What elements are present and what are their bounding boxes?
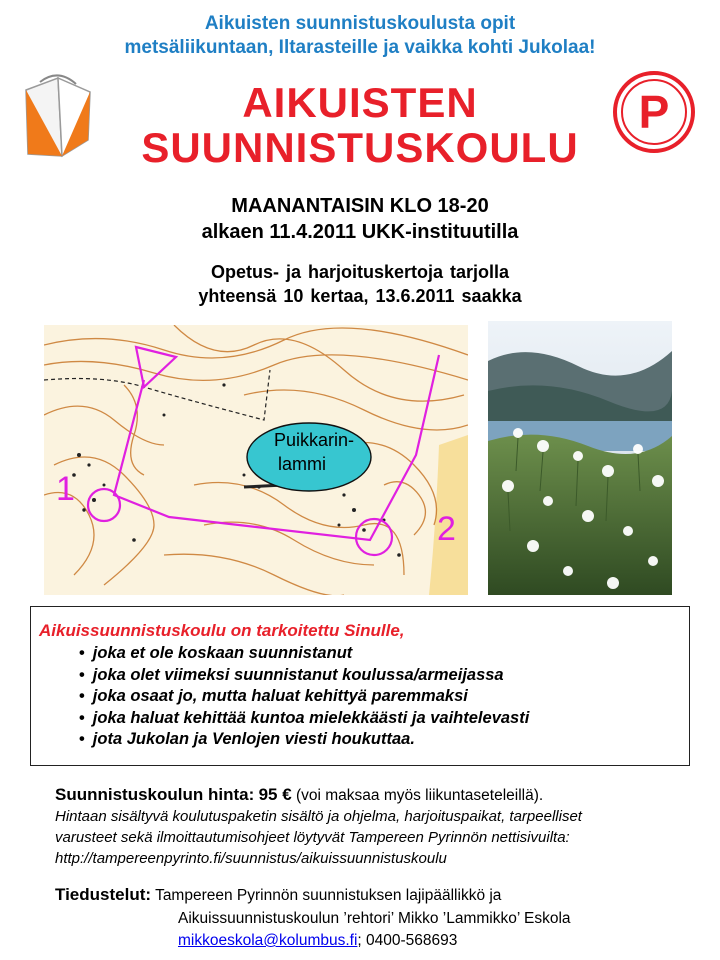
price-details-line-1: Hintaan sisältyvä koulutuspaketin sisältö ja ohjelma, harjoituspaikat, tarpeelliset	[55, 808, 582, 825]
offer-text	[0, 260, 720, 308]
contact-line-1: Tampereen Pyrinnön suunnistuksen lajipäällikkö ja	[155, 887, 502, 904]
logo-letter: P	[638, 86, 670, 138]
target-audience-box	[30, 606, 690, 766]
contact-line-2: Aikuissuunnistuskoulun ’rehtori’ Mikko ’Lammikko’ Eskola	[178, 910, 571, 927]
schedule-line-1: MAANANTAISIN KLO 18-20	[231, 195, 489, 217]
tagline	[0, 12, 720, 60]
schedule-line-2: alkaen 11.4.2011 UKK-instituutilla	[201, 221, 519, 243]
contact-email-link[interactable]: mikkoeskola@kolumbus.fi	[178, 932, 358, 949]
title-line-1: AIKUISTEN	[242, 79, 478, 126]
target-heading: Aikuissuunnistuskoulu on tarkoitettu Sinulle,	[39, 621, 405, 640]
orienteering-flag-icon	[18, 68, 98, 164]
page-title	[90, 80, 630, 170]
control-2-number: 2	[437, 510, 456, 548]
offer-line-1: Opetus- ja harjoituskertoja tarjolla	[210, 262, 510, 282]
title-line-2: SUUNNISTUSKOULU	[141, 124, 579, 171]
contact-phone: ; 0400-568693	[357, 932, 458, 949]
orienteering-map	[44, 325, 468, 595]
price-url: http://tampereenpyrinto.fi/suunnistus/aikuissuunnistuskoulu	[55, 850, 447, 867]
offer-line-2: yhteensä 10 kertaa, 13.6.2011 saakka	[198, 286, 522, 306]
contact-line	[55, 884, 501, 906]
lake-label-line-2: lammi	[278, 454, 326, 474]
lake-label-line-1: Puikkarin-	[273, 430, 355, 450]
price-amount: 95 €	[258, 785, 292, 804]
control-1-number: 1	[56, 470, 75, 508]
price-details-line-2: varusteet sekä ilmoittautumisohjeet löytyvät Tampereen Pyrinnön nettisivuilta:	[55, 829, 570, 846]
price-note: (voi maksaa myös liikuntaseteleillä).	[295, 787, 544, 804]
contact-label: Tiedustelut:	[55, 885, 152, 904]
target-list	[79, 643, 529, 751]
list-item: • jota Jukolan ja Venlojen viesti houkuttaa.	[79, 729, 529, 751]
contact-email-row	[178, 930, 571, 952]
list-item: • joka haluat kehittää kuntoa mielekkäästi ja vaihtelevasti	[79, 708, 529, 730]
landscape-photo	[488, 321, 672, 595]
price-line	[55, 784, 695, 806]
price-details	[55, 806, 705, 869]
schedule	[0, 193, 720, 245]
list-item: • joka olet viimeksi suunnistanut koulussa/armeijassa	[79, 665, 529, 687]
contact-details	[178, 908, 571, 952]
price-label: Suunnistuskoulun hinta:	[55, 785, 255, 804]
tagline-line-1: Aikuisten suunnistuskoulusta opit	[204, 13, 516, 34]
list-item: • joka osaat jo, mutta haluat kehittyä paremmaksi	[79, 686, 529, 708]
club-logo-icon	[612, 70, 696, 154]
list-item: • joka et ole koskaan suunnistanut	[79, 643, 529, 665]
tagline-line-2: metsäliikuntaan, Iltarasteille ja vaikka kohti Jukolaa!	[124, 37, 596, 58]
